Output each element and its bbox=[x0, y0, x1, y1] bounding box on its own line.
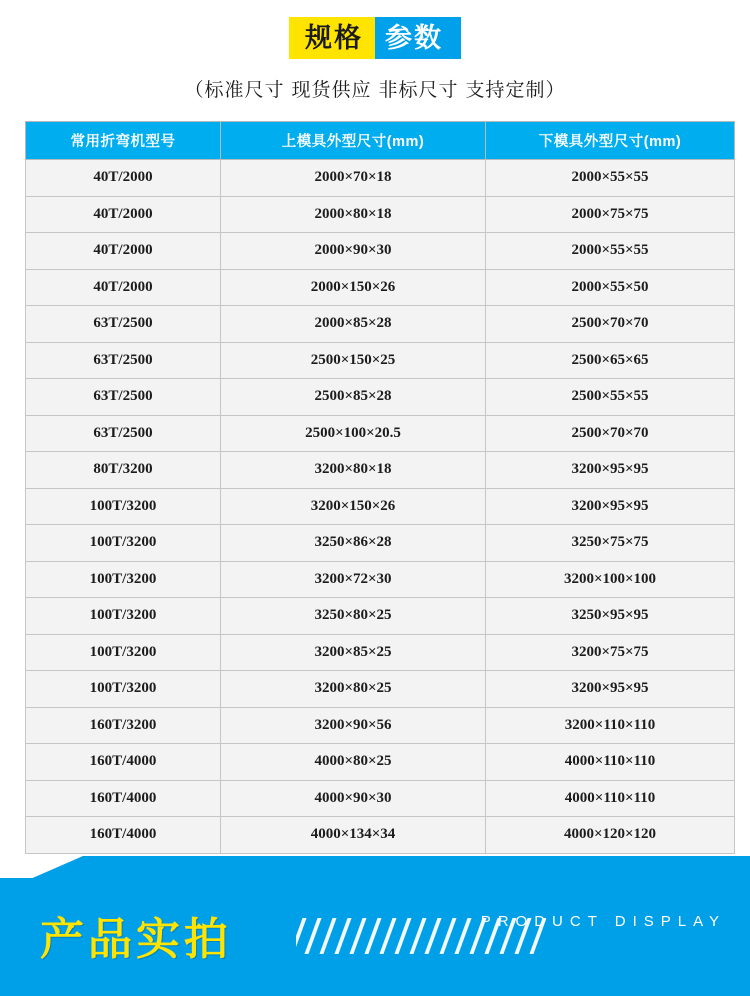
cell-model: 40T/2000 bbox=[26, 269, 221, 306]
cell-lower-die: 3200×75×75 bbox=[486, 634, 735, 671]
cell-model: 100T/3200 bbox=[26, 598, 221, 635]
page-title bbox=[0, 0, 750, 102]
cell-lower-die: 2500×55×55 bbox=[486, 379, 735, 416]
table-row bbox=[26, 452, 735, 489]
cell-model: 63T/2500 bbox=[26, 415, 221, 452]
cell-upper-die: 3200×85×25 bbox=[221, 634, 486, 671]
column-header-model: 常用折弯机型号 bbox=[26, 122, 221, 160]
cell-upper-die: 2000×90×30 bbox=[221, 233, 486, 270]
cell-model: 40T/2000 bbox=[26, 196, 221, 233]
banner-notch-shape bbox=[28, 856, 83, 880]
cell-upper-die: 2000×85×28 bbox=[221, 306, 486, 343]
cell-model: 40T/2000 bbox=[26, 160, 221, 197]
cell-lower-die: 4000×110×110 bbox=[486, 780, 735, 817]
table-row bbox=[26, 634, 735, 671]
cell-model: 63T/2500 bbox=[26, 342, 221, 379]
cell-model: 63T/2500 bbox=[26, 306, 221, 343]
cell-lower-die: 2500×70×70 bbox=[486, 306, 735, 343]
cell-lower-die: 2000×75×75 bbox=[486, 196, 735, 233]
cell-model: 40T/2000 bbox=[26, 233, 221, 270]
table-row bbox=[26, 160, 735, 197]
cell-upper-die: 4000×90×30 bbox=[221, 780, 486, 817]
cell-lower-die: 2000×55×55 bbox=[486, 160, 735, 197]
cell-upper-die: 2000×150×26 bbox=[221, 269, 486, 306]
product-display-banner bbox=[0, 856, 750, 996]
table-row bbox=[26, 342, 735, 379]
cell-upper-die: 2500×85×28 bbox=[221, 379, 486, 416]
page-subtitle: （标准尺寸 现货供应 非标尺寸 支持定制） bbox=[184, 79, 566, 101]
cell-upper-die: 2500×100×20.5 bbox=[221, 415, 486, 452]
cell-upper-die: 2500×150×25 bbox=[221, 342, 486, 379]
spec-table-head bbox=[26, 122, 735, 160]
column-header-lower-die: 下模具外型尺寸(mm) bbox=[486, 122, 735, 160]
cell-lower-die: 3250×95×95 bbox=[486, 598, 735, 635]
cell-upper-die: 4000×134×34 bbox=[221, 817, 486, 854]
table-row bbox=[26, 525, 735, 562]
title-badge-group bbox=[289, 17, 461, 59]
cell-lower-die: 3250×75×75 bbox=[486, 525, 735, 562]
spec-table bbox=[25, 121, 735, 854]
cell-upper-die: 3200×80×25 bbox=[221, 671, 486, 708]
table-row bbox=[26, 707, 735, 744]
cell-lower-die: 3200×95×95 bbox=[486, 671, 735, 708]
cell-model: 160T/4000 bbox=[26, 780, 221, 817]
cell-upper-die: 3250×80×25 bbox=[221, 598, 486, 635]
cell-upper-die: 2000×70×18 bbox=[221, 160, 486, 197]
cell-upper-die: 3250×86×28 bbox=[221, 525, 486, 562]
spec-table-wrapper bbox=[25, 121, 725, 854]
cell-model: 160T/4000 bbox=[26, 817, 221, 854]
spec-table-body bbox=[26, 160, 735, 854]
cell-lower-die: 2500×70×70 bbox=[486, 415, 735, 452]
banner-subtitle: PRODUCT DISPLAY bbox=[480, 913, 726, 930]
cell-model: 100T/3200 bbox=[26, 488, 221, 525]
cell-lower-die: 2000×55×50 bbox=[486, 269, 735, 306]
cell-lower-die: 2500×65×65 bbox=[486, 342, 735, 379]
table-row bbox=[26, 415, 735, 452]
cell-lower-die: 3200×100×100 bbox=[486, 561, 735, 598]
cell-upper-die: 3200×150×26 bbox=[221, 488, 486, 525]
banner-notch-bar bbox=[83, 856, 750, 880]
table-row bbox=[26, 671, 735, 708]
cell-model: 63T/2500 bbox=[26, 379, 221, 416]
cell-lower-die: 4000×110×110 bbox=[486, 744, 735, 781]
cell-upper-die: 3200×72×30 bbox=[221, 561, 486, 598]
table-row bbox=[26, 817, 735, 854]
title-badge-blue: 参数 bbox=[375, 17, 461, 59]
table-row bbox=[26, 379, 735, 416]
table-row bbox=[26, 561, 735, 598]
banner-title: 产品实拍 bbox=[40, 914, 232, 965]
cell-upper-die: 2000×80×18 bbox=[221, 196, 486, 233]
cell-upper-die: 4000×80×25 bbox=[221, 744, 486, 781]
table-row bbox=[26, 196, 735, 233]
cell-model: 160T/4000 bbox=[26, 744, 221, 781]
table-row bbox=[26, 598, 735, 635]
table-row bbox=[26, 488, 735, 525]
table-row bbox=[26, 306, 735, 343]
title-badge-yellow: 规格 bbox=[289, 17, 375, 59]
cell-upper-die: 3200×80×18 bbox=[221, 452, 486, 489]
cell-lower-die: 3200×110×110 bbox=[486, 707, 735, 744]
cell-lower-die: 2000×55×55 bbox=[486, 233, 735, 270]
table-row bbox=[26, 780, 735, 817]
column-header-upper-die: 上模具外型尺寸(mm) bbox=[221, 122, 486, 160]
table-header-row bbox=[26, 122, 735, 160]
cell-model: 100T/3200 bbox=[26, 525, 221, 562]
table-row bbox=[26, 233, 735, 270]
cell-model: 100T/3200 bbox=[26, 634, 221, 671]
table-row bbox=[26, 744, 735, 781]
cell-upper-die: 3200×90×56 bbox=[221, 707, 486, 744]
cell-model: 100T/3200 bbox=[26, 671, 221, 708]
cell-model: 160T/3200 bbox=[26, 707, 221, 744]
table-row bbox=[26, 269, 735, 306]
cell-lower-die: 4000×120×120 bbox=[486, 817, 735, 854]
banner-bottom-strip bbox=[0, 987, 750, 996]
cell-model: 80T/3200 bbox=[26, 452, 221, 489]
cell-model: 100T/3200 bbox=[26, 561, 221, 598]
cell-lower-die: 3200×95×95 bbox=[486, 452, 735, 489]
cell-lower-die: 3200×95×95 bbox=[486, 488, 735, 525]
